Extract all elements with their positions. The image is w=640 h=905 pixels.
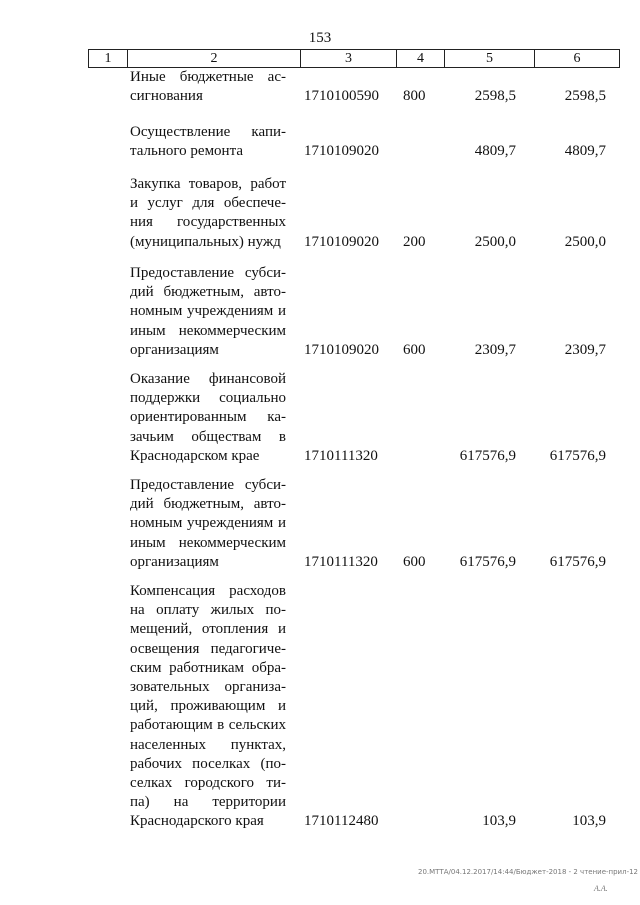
description-line: Оказание финансовой [130,371,286,387]
description-line: ния государственных [130,214,286,231]
description-line: зовательных организа- [130,679,286,696]
row-code: 1710111320 [304,447,378,464]
description-line: рабочих поселках (по- [130,755,286,772]
description-line: Компенсация расходов [130,583,286,599]
description-line: иным некоммерческим [130,534,286,551]
description-line: Иные бюджетные ас- [130,69,286,85]
description-line: организациям [130,341,219,358]
header-col-6: 6 [573,51,581,66]
row-amount-col5: 103,9 [482,813,516,830]
table-row [0,175,640,252]
row-code: 1710112480 [304,813,379,830]
row-amount-col6: 4809,7 [564,143,606,160]
header-col-5: 5 [445,50,535,67]
table-row [0,582,640,832]
row-amount-col5: 617576,9 [459,447,516,464]
description-line: номным учреждениям и [130,515,286,532]
description-line: Краснодарского края [130,813,264,830]
table-row [0,264,640,360]
header-col-1: 1 [89,50,128,67]
description-line: поддержки социально [130,390,286,407]
table-header [88,49,620,68]
row-code: 1710109020 [304,233,379,250]
row-amount-col6: 2598,5 [564,88,606,105]
description-line: и услуг для обеспече- [130,195,286,212]
row-description [130,123,286,161]
description-line: мещений, отопления и [130,621,286,638]
description-line: ций, проживающим и [130,698,286,715]
row-amount-col5: 2309,7 [474,341,516,358]
row-expense-kind: 600 [403,553,426,570]
description-line: тального ремонта [130,143,243,160]
row-code: 1710109020 [304,143,379,160]
row-expense-kind: 600 [403,341,426,358]
row-description [130,175,286,252]
description-line: населенных пунктах, [130,736,286,753]
description-line: сигнования [130,88,203,105]
row-code: 1710100590 [304,88,379,105]
page-number: 153 [308,30,332,46]
description-line: па) на территории [130,794,286,811]
row-amount-col6: 617576,9 [549,553,606,570]
description-line: селках городского ти- [130,775,286,792]
description-line: Предоставление субси- [130,265,286,281]
row-amount-col5: 2598,5 [474,88,516,105]
description-line: работающим в сельских [130,717,286,734]
description-line: Осуществление капи- [130,124,286,140]
description-line: организациям [130,553,219,570]
row-description [130,370,286,466]
row-description [130,582,286,832]
row-amount-col6: 617576,9 [549,447,606,464]
header-col-3: 3 [301,50,397,67]
row-amount-col6: 103,9 [572,813,606,830]
description-line: дий бюджетным, авто- [130,496,286,513]
description-line: (муниципальных) нужд [130,233,281,250]
table-row [0,123,640,161]
footer-stamp: 20.МТТА/04.12.2017/14:44/Бюджет-2018 - 2 чтение-прил-12 [418,868,639,876]
description-line: зачьим обществам в [130,428,286,445]
row-code: 1710109020 [304,341,379,358]
row-expense-kind: 800 [403,88,426,105]
row-amount-col5: 4809,7 [474,143,516,160]
table-row [0,476,640,572]
table-row [0,68,640,106]
row-amount-col6: 2500,0 [564,233,606,250]
header-col-4: 4 [397,50,445,67]
row-expense-kind: 200 [403,233,426,250]
description-line: дий бюджетным, авто- [130,284,286,301]
row-amount-col6: 2309,7 [564,341,606,358]
row-amount-col5: 617576,9 [459,553,516,570]
description-line: Предоставление субси- [130,477,286,493]
header-col-2: 2 [128,50,301,67]
description-line: освещения педагогиче- [130,640,286,657]
description-line: номным учреждениям и [130,303,286,320]
description-line: Закупка товаров, работ [130,176,286,192]
row-description [130,264,286,360]
description-line: Краснодарском крае [130,447,260,464]
description-line: ориентированным ка- [130,409,286,426]
description-line: на оплату жилых по- [130,602,286,619]
initials: А.А. [594,884,608,893]
description-line: ским работникам обра- [130,659,286,676]
row-description [130,68,286,106]
row-amount-col5: 2500,0 [474,233,516,250]
row-description [130,476,286,572]
description-line: иным некоммерческим [130,322,286,339]
table-row [0,370,640,466]
row-code: 1710111320 [304,553,378,570]
